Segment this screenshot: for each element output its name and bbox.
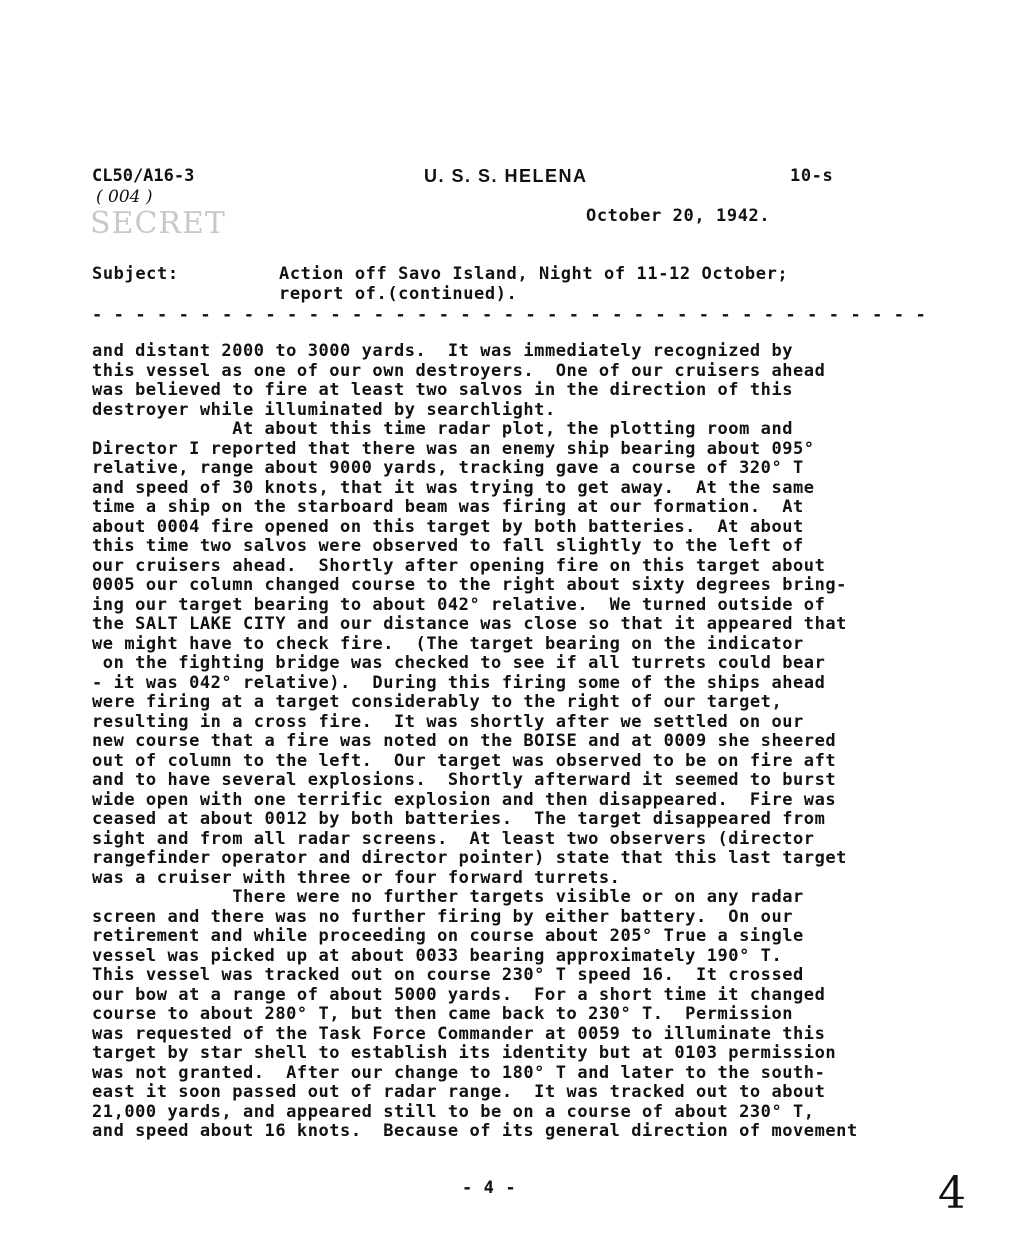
- body-line: wide open with one terrific explosion and then disappeared. Fire was: [92, 789, 837, 810]
- body-line: rangefinder operator and director pointer) state that this last target: [92, 848, 847, 868]
- page-reference: 10-s: [790, 166, 834, 186]
- body-line: new course that a fire was noted on the BOISE and at 0009 she sheered: [92, 731, 837, 751]
- body-line: screen and there was no further firing by either battery. On our: [92, 906, 794, 927]
- body-line: this vessel as one of our own destroyers. One of our cruisers ahead: [92, 360, 826, 381]
- body-line: Director I reported that there was an enemy ship bearing about 095°: [92, 438, 815, 459]
- body-line: we might have to check fire. (The target bearing on the indicator: [92, 633, 804, 654]
- body-line: the SALT LAKE CITY and our distance was close so that it appeared that: [92, 614, 847, 634]
- body-line: and speed of 30 knots, that it was trying to get away. At the same: [92, 477, 815, 498]
- subject-line-1: Action off Savo Island, Night of 11-12 October;: [279, 264, 789, 284]
- body-line: was a cruiser with three or four forward turrets.: [92, 867, 621, 888]
- page-number: - 4 -: [462, 1178, 517, 1198]
- subject-label: Subject:: [92, 264, 179, 284]
- body-line: this time two salvos were observed to fall slightly to the left of: [92, 536, 804, 556]
- body-line: 21,000 yards, and appeared still to be on a course of about 230° T,: [92, 1101, 815, 1122]
- body-line: was not granted. After our change to 180° T and later to the south-: [92, 1062, 826, 1083]
- body-line: about 0004 fire opened on this target by both batteries. At about: [92, 516, 804, 537]
- body-line: 0005 our column changed course to the right about sixty degrees bring-: [92, 575, 847, 595]
- body-line: destroyer while illuminated by searchlight.: [92, 399, 556, 420]
- body-line: ceased at about 0012 by both batteries. The target disappeared from: [92, 809, 826, 829]
- body-line: - it was 042° relative). During this firing some of the ships ahead: [92, 672, 826, 693]
- body-line: time a ship on the starboard beam was firing at our formation. At: [92, 497, 804, 517]
- body-line: This vessel was tracked out on course 230° T speed 16. It crossed: [92, 965, 804, 985]
- document-date: October 20, 1942.: [586, 206, 771, 226]
- body-line: resulting in a cross fire. It was shortly after we settled on our: [92, 711, 804, 732]
- body-line: ing our target bearing to about 042° relative. We turned outside of: [92, 594, 826, 615]
- body-line: and to have several explosions. Shortly afterward it seemed to burst: [92, 770, 837, 790]
- body-line: on the fighting bridge was checked to see if all turrets could bear: [92, 653, 826, 673]
- body-line: our cruisers ahead. Shortly after opening fire on this target about: [92, 555, 826, 576]
- body-line: At about this time radar plot, the plotting room and: [92, 419, 794, 439]
- body-line: and distant 2000 to 3000 yards. It was immediately recognized by: [92, 341, 794, 361]
- body-line: sight and from all radar screens. At least two observers (director: [92, 828, 815, 849]
- body-line: east it soon passed out of radar range. It was tracked out to about: [92, 1082, 826, 1102]
- body-line: vessel was picked up at about 0033 bearing approximately 190° T.: [92, 945, 783, 966]
- body-line: were firing at a target considerably to the right of our target,: [92, 692, 783, 712]
- body-line: retirement and while proceeding on course about 205° True a single: [92, 926, 804, 946]
- handwritten-page-number: 4: [938, 1168, 966, 1219]
- body-line: was requested of the Task Force Commander at 0059 to illuminate this: [92, 1023, 826, 1044]
- body-text: [92, 342, 972, 1142]
- body-line: course to about 280° T, but then came back to 230° T. Permission: [92, 1004, 794, 1024]
- body-line: relative, range about 9000 yards, tracking gave a course of 320° T: [92, 458, 804, 478]
- file-reference: CL50/A16-3: [92, 166, 195, 186]
- divider-line: - - - - - - - - - - - - - - - - - - - - - - - - - - - - - - - - - - - - - - -: [92, 305, 927, 325]
- body-line: out of column to the left. Our target was observed to be on fire aft: [92, 750, 837, 771]
- handwritten-file-number: ( 004 ): [96, 187, 153, 207]
- classification-stamp: SECRET: [90, 206, 226, 241]
- body-line: our bow at a range of about 5000 yards. For a short time it changed: [92, 984, 826, 1005]
- body-line: was believed to fire at least two salvos in the direction of this: [92, 380, 794, 400]
- body-line: There were no further targets visible or on any radar: [92, 887, 804, 907]
- ship-name: U. S. S. HELENA: [424, 166, 588, 186]
- body-line: target by star shell to establish its identity but at 0103 permission: [92, 1043, 837, 1063]
- body-line: and speed about 16 knots. Because of its general direction of movement: [92, 1121, 858, 1141]
- subject-line-2: report of.(continued).: [279, 284, 518, 304]
